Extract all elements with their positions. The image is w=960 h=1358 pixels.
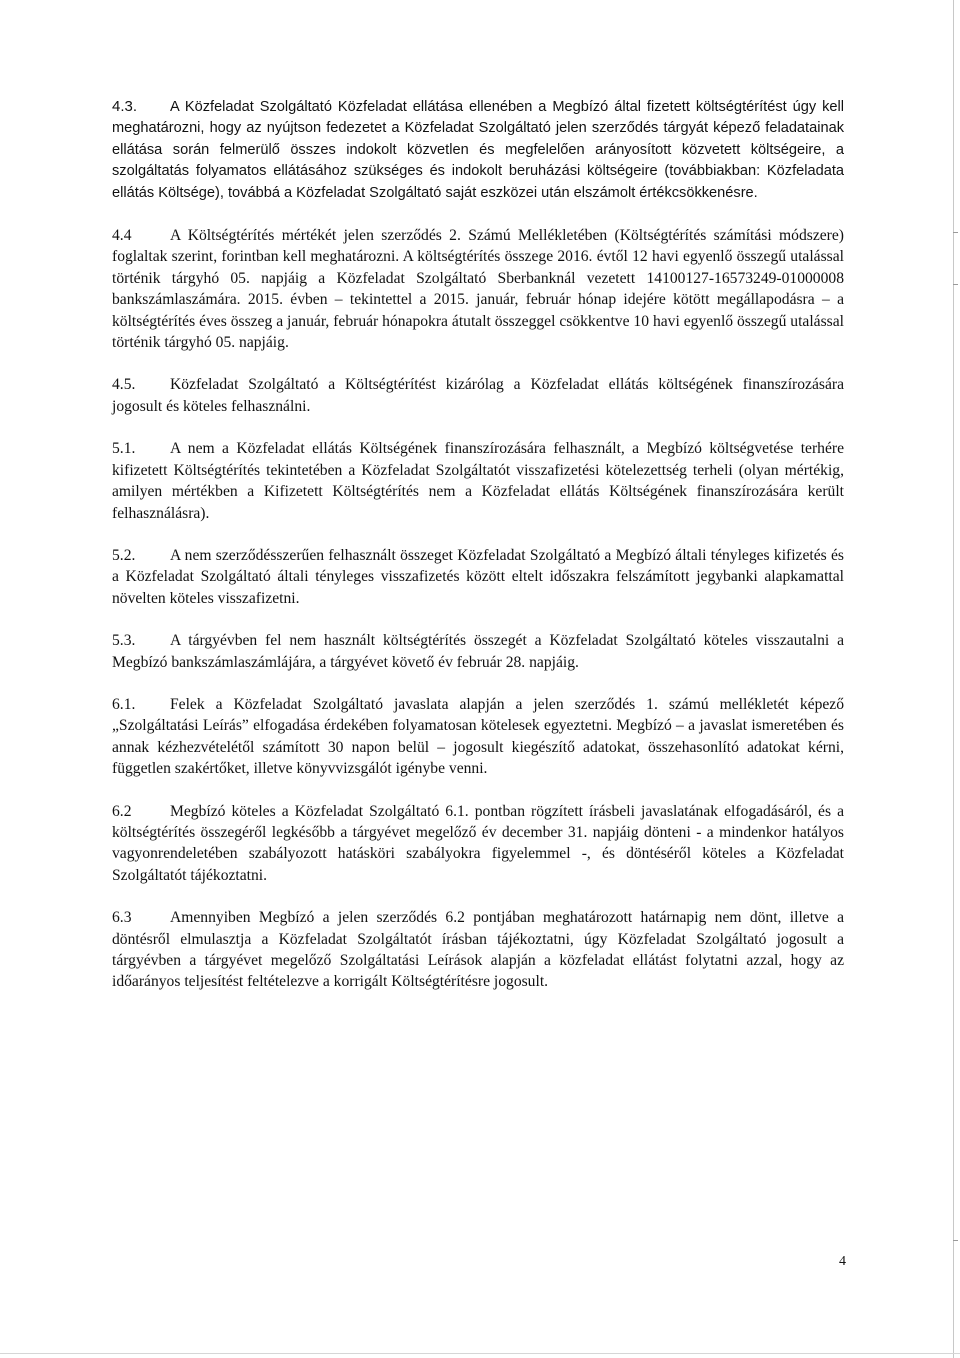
section-number: 6.3: [112, 909, 132, 927]
scan-edge-line: [953, 0, 954, 1358]
section-6-1: [112, 694, 844, 780]
scan-bottom-line: [0, 1353, 960, 1354]
section-text: A Közfeladat Szolgáltató Közfeladat ellátása ellenében a Megbízó által fizetett költségtérítést úgy kell meghatározni, hogy az nyújtson fedezetet a Közfeladat Szolgáltató jelen szerződés tárgyát képező feladatainak ellátása során felmerülő összes indokolt közvetlen és megfelelően arányosított közvetett költségeire, a szolgáltatás folyamatos ellátásához szükséges és indokolt beruházási költségeire (továbbiakban: Közfeladata ellátás Költsége), továbbá a Közfeladat Szolgáltató saját eszközei után elszámolt értékcsökkenésre.: [112, 99, 844, 201]
page-number: 4: [839, 1254, 846, 1269]
section-4-5: [112, 374, 844, 417]
section-number: 5.2.: [112, 546, 136, 564]
section-4-3: [112, 96, 844, 204]
section-number: 4.5.: [112, 376, 136, 394]
scan-edge-mark: [953, 232, 958, 233]
section-number: 5.3.: [112, 632, 136, 650]
section-5-3: [112, 630, 844, 673]
section-text: Amennyiben Megbízó a jelen szerződés 6.2 pontjában meghatározott határnapig nem dönt, illetve a döntésről elmulasztja a Közfeladat Szolgáltatót írásban tájékoztatni, úgy Közfeladat Szolgáltató jogosult a tárgyévben a tárgyévet megelőző Szolgáltatási Leírások alapján a közfeladat ellátást folytatni azzal, hogy az időarányos teljesítést feltételezve a korrigált Költségtérítésre jogosult.: [112, 909, 844, 991]
section-text: A Költségtérítés mértékét jelen szerződés 2. Számú Mellékletében (Költségtérítés számítási módszere) foglaltak szerint, forintban kell meghatározni. A költségtérítés összege 2016. évtől 12 havi egyenlő összegű utalással történik tárgyhó 05. napjáig a Közfeladat Szolgáltató Sberbanknál vezetett 14100127-16573249-01000008 bankszámlaszámára. 2015. évben – tekintettel a 2015. január, február hónap idejére kötött megállapodásra – a költségtérítés éves összeg a január, február hónapokra átutalt összeggel csökkentve 10 havi egyenlő összegű utalással történik tárgyhó 05. napjáig.: [112, 227, 844, 352]
section-6-2: [112, 801, 844, 887]
section-number: 4.3.: [112, 98, 138, 115]
section-number: 4.4: [112, 227, 132, 245]
section-6-3: [112, 907, 844, 993]
document-body: [112, 96, 844, 993]
section-5-2: [112, 545, 844, 609]
section-text: A nem a Közfeladat ellátás Költségének finanszírozására felhasznált, a Megbízó költségvetése terhére kifizetett Költségtérítés tekintetében a Közfeladat Szolgáltatót visszafizetési kötelezettség terheli (olyan mértékig, amilyen mértékben a Kifizetett Költségtérítés nem a Közfeladat ellátás Költségének finanszírozására került felhasználásra).: [112, 440, 844, 522]
section-text: Megbízó köteles a Közfeladat Szolgáltató 6.1. pontban rögzített írásbeli javaslatának elfogadásáról, és a költségtérítés összegéről legkésőbb a tárgyévet megelőző év december 31. napjáig dönteni - a mindenkor hatályos vagyonrendeletében szabályozott hatásköri szabályokra figyelemmel -, és döntéséről köteles a Közfeladat Szolgáltatót tájékoztatni.: [112, 802, 844, 884]
section-text: Közfeladat Szolgáltató a Költségtérítést kizárólag a Közfeladat ellátás költségének finanszírozására jogosult és köteles felhasználni.: [112, 376, 844, 415]
section-text: Felek a Közfeladat Szolgáltató javaslata alapján a jelen szerződés 1. számú mellékletét képező „Szolgáltatási Leírás” elfogadása érdekében folyamatosan kötelesek egyeztetni. Megbízó – a javaslat ismeretében és annak kézhezvételétől számított 30 napon belül – jogosult kiegészítő adatokat, összehasonlító adatokat kérni, független szakértőket, illetve könyvvizsgálót igénybe venni.: [112, 695, 844, 778]
section-number: 6.2: [112, 802, 132, 820]
section-text: A tárgyévben fel nem használt költségtérítés összegét a Közfeladat Szolgáltató köteles visszautalni a Megbízó bankszámlaszámlájára, a tárgyévet követő év február 28. napjáig.: [112, 632, 844, 671]
section-5-1: [112, 438, 844, 524]
scan-edge-mark: [953, 284, 958, 285]
section-number: 5.1.: [112, 440, 136, 458]
section-text: A nem szerződésszerűen felhasznált összeget Közfeladat Szolgáltató a Megbízó általi tényleges kifizetés és a Közfeladat Szolgáltató általi tényleges visszafizetés között eltelt időszakra felszámított jegybanki alapkamattal növelten köteles visszafizetni.: [112, 546, 844, 607]
section-number: 6.1.: [112, 695, 136, 713]
scan-edge-mark: [953, 1240, 958, 1241]
section-4-4: [112, 225, 844, 353]
